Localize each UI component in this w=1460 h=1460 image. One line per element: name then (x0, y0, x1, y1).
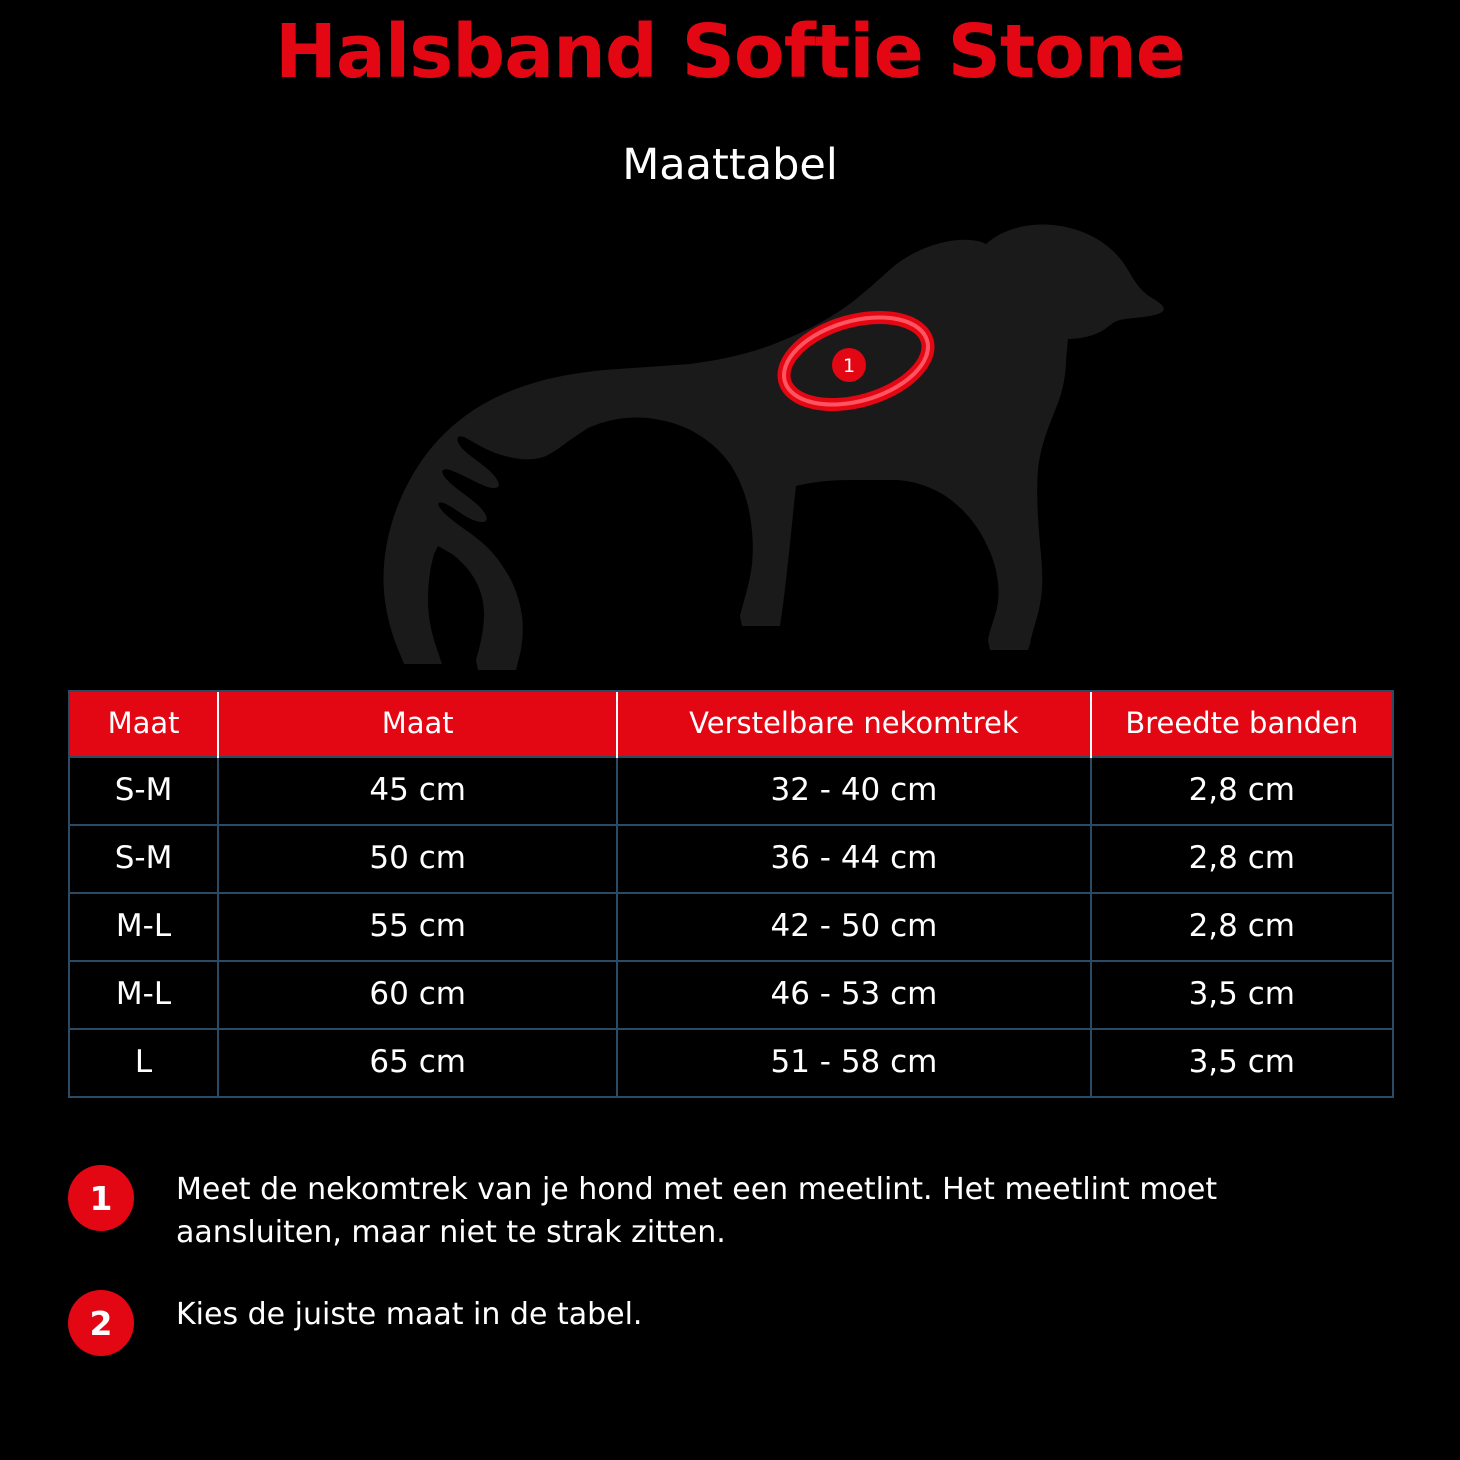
cell-maat-size: L (70, 1029, 218, 1096)
cell-nekomtrek: 32 - 40 cm (617, 757, 1090, 825)
table-row (70, 1029, 1392, 1096)
cell-maat-length: 65 cm (218, 1029, 617, 1096)
size-table (70, 692, 1392, 1096)
size-table-container (68, 690, 1394, 1098)
cell-nekomtrek: 51 - 58 cm (617, 1029, 1090, 1096)
table-row (70, 757, 1392, 825)
cell-maat-size: M-L (70, 893, 218, 961)
table-row (70, 961, 1392, 1029)
column-header-breedte: Breedte banden (1091, 692, 1392, 757)
step-text: Kies de juiste maat in de tabel. (176, 1297, 643, 1333)
cell-breedte: 2,8 cm (1091, 757, 1392, 825)
instruction-step (68, 1290, 1394, 1356)
page-title: Halsband Softie Stone (275, 9, 1185, 95)
collar-marker-number: 1 (842, 355, 856, 377)
dog-silhouette-shape (383, 225, 1163, 670)
table-row (70, 825, 1392, 893)
cell-nekomtrek: 46 - 53 cm (617, 961, 1090, 1029)
table-row (70, 893, 1392, 961)
instruction-steps (68, 1165, 1394, 1392)
step-text: Meet de nekomtrek van je hond met een meetlint. Het meetlint moet aansluiten, maar niet te strak zitten. (176, 1172, 1218, 1250)
cell-maat-length: 45 cm (218, 757, 617, 825)
cell-breedte: 2,8 cm (1091, 893, 1392, 961)
cell-maat-length: 50 cm (218, 825, 617, 893)
instruction-step (68, 1165, 1394, 1254)
cell-breedte: 2,8 cm (1091, 825, 1392, 893)
cell-maat-length: 60 cm (218, 961, 617, 1029)
column-header-maat-size: Maat (70, 692, 218, 757)
column-header-maat-length: Maat (218, 692, 617, 757)
cell-maat-size: M-L (70, 961, 218, 1029)
cell-breedte: 3,5 cm (1091, 961, 1392, 1029)
column-header-nekomtrek: Verstelbare nekomtrek (617, 692, 1090, 757)
dog-illustration (0, 218, 1460, 683)
step-number-badge: 2 (68, 1290, 134, 1356)
collar-marker-badge (832, 348, 866, 382)
cell-nekomtrek: 42 - 50 cm (617, 893, 1090, 961)
cell-breedte: 3,5 cm (1091, 1029, 1392, 1096)
cell-maat-size: S-M (70, 825, 218, 893)
step-number-badge: 1 (68, 1165, 134, 1231)
table-header-row (70, 692, 1392, 757)
cell-maat-size: S-M (70, 757, 218, 825)
cell-nekomtrek: 36 - 44 cm (617, 825, 1090, 893)
cell-maat-length: 55 cm (218, 893, 617, 961)
page-subtitle: Maattabel (622, 140, 838, 190)
